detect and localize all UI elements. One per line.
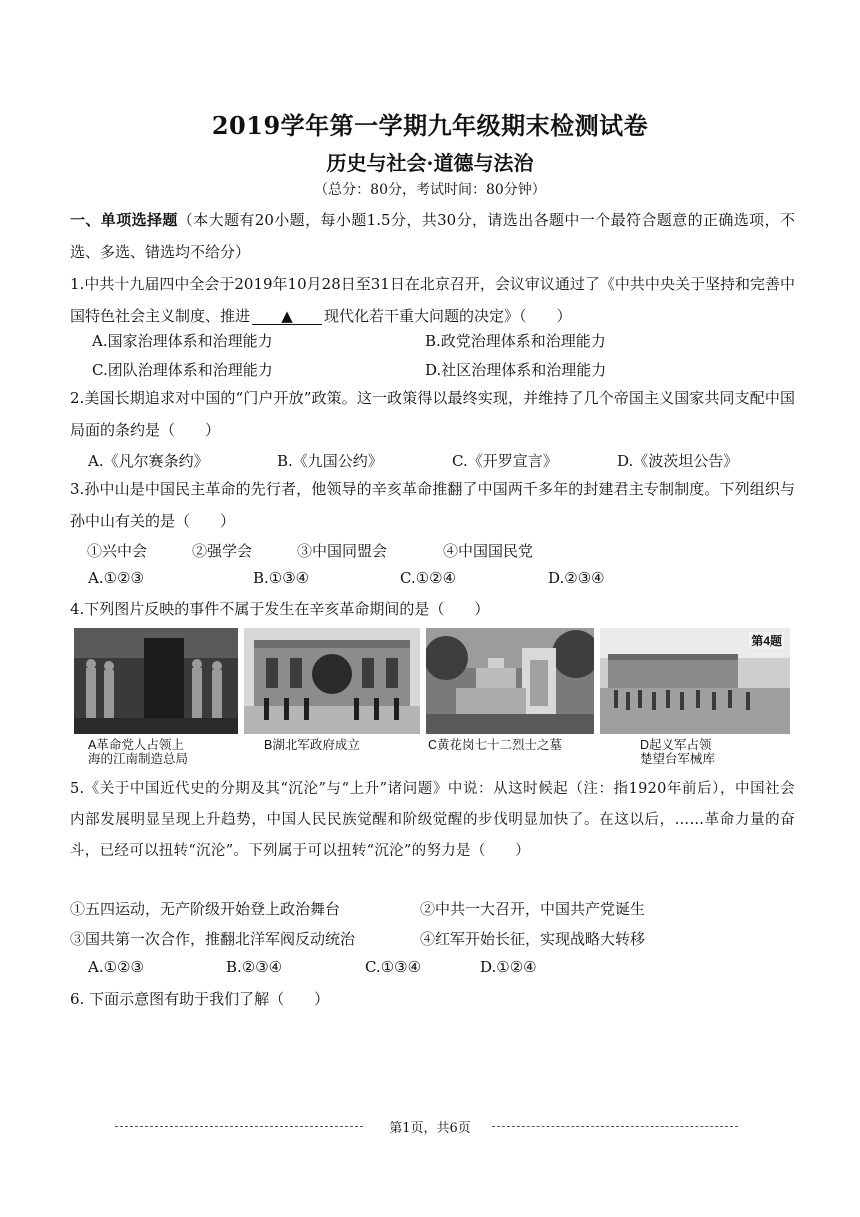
q2-option-a: A.《凡尔赛条约》 <box>88 452 209 470</box>
caption-c <box>428 738 562 752</box>
q3-option-b: B.①③④ <box>253 569 310 587</box>
photo-a-image <box>74 628 238 734</box>
question-6-stem: 6. 下面示意图有助于我们了解（ ） <box>70 990 330 1008</box>
q1-option-c: C.团队治理体系和治理能力 <box>92 361 273 379</box>
section-instructions-block <box>70 204 795 268</box>
q3-item-3: ③中国同盟会 <box>297 542 388 560</box>
q1-blank: ▲ <box>252 308 322 325</box>
caption-a <box>88 738 188 766</box>
caption-d-line2: 楚望台军械库 <box>640 752 716 766</box>
caption-b-line1: B湖北军政府成立 <box>264 738 360 752</box>
q3-option-a: A.①②③ <box>88 569 144 587</box>
q1-stem-a: 1.中共十九届四中全会于2019年10月28日至31日在北京召开，会议审议通过了《中共中央关于坚持和完善中国特色社会主义制度、推进 <box>70 275 795 325</box>
question-3-stem: 3.孙中山是中国民主革命的先行者，他领导的辛亥革命推翻了中国两千多年的封建君主专制制度。下列组织与孙中山有关的是（ ） <box>70 480 795 530</box>
q1-stem-b: 现代化若干重大问题的决定》（ ） <box>324 307 572 325</box>
question-5-stem: 5.《关于中国近代史的分期及其“沉沦”与“上升”诸问题》中说：从这时候起（注：指1920年前后），中国社会内部发展明显呈现上升趋势，中国人民民族觉醒和阶级觉醒的步伐明显加快了。在这以后，……革命力量的奋斗，已经可以扭转“沉沦”。下列属于可以扭转“沉沦”的努力是（ ） <box>70 781 795 859</box>
q5-option-d: D.①②④ <box>480 958 537 976</box>
q3-item-2: ②强学会 <box>192 542 253 560</box>
footer-dash-right <box>492 1126 738 1127</box>
question-2-stem: 2.美国长期追求对中国的“门户开放”政策。这一政策得以最终实现，并维持了几个帝国主义国家共同支配中国局面的条约是（ ） <box>70 389 795 439</box>
q2-option-c: C.《开罗宣言》 <box>452 452 558 470</box>
section-heading: 一、单项选择题 <box>70 211 178 229</box>
exam-meta: （总分：80分，考试时间：80分钟） <box>314 182 546 198</box>
exam-subtitle: 历史与社会·道德与法治 <box>326 151 534 175</box>
q3-item-1: ①兴中会 <box>87 542 148 560</box>
q1-option-b: B.政党治理体系和治理能力 <box>425 332 606 350</box>
photo-b-image <box>244 628 420 734</box>
photo-d-chuwangtai-armory <box>600 628 790 734</box>
caption-b <box>264 738 360 752</box>
caption-c-line1: C黄花岗七十二烈士之墓 <box>428 738 563 752</box>
q5-option-b: B.②③④ <box>226 958 283 976</box>
q5-item-4: ④红军开始长征，实现战略大转移 <box>420 930 646 948</box>
section-instructions: （本大题有20小题，每小题1.5分，共30分，请选出各题中一个最符合题意的正确选项，不选、多选、错选均不给分） <box>70 211 795 261</box>
q5-option-a: A.①②③ <box>88 958 144 976</box>
exam-title: 2019学年第一学期九年级期末检测试卷 <box>211 111 649 140</box>
photo-a-revolutionaries <box>74 628 238 734</box>
q1-option-a: A.国家治理体系和治理能力 <box>92 332 273 350</box>
q5-item-2: ②中共一大召开，中国共产党诞生 <box>420 900 646 918</box>
page-number: 第1页，共6页 <box>389 1121 471 1136</box>
q5-item-1: ①五四运动，无产阶级开始登上政治舞台 <box>70 900 341 918</box>
caption-d <box>640 738 715 766</box>
q2-option-d: D.《波茨坦公告》 <box>617 452 739 470</box>
question-4-stem: 4.下列图片反映的事件不属于发生在辛亥革命期间的是（ ） <box>70 600 490 618</box>
q1-option-d: D.社区治理体系和治理能力 <box>425 361 607 379</box>
q5-item-3: ③国共第一次合作，推翻北洋军阀反动统治 <box>70 930 356 948</box>
question-tag: 第4题 <box>751 634 782 648</box>
q5-option-c: C.①③④ <box>365 958 422 976</box>
q3-option-c: C.①②④ <box>400 569 457 587</box>
photo-c-huanghuagang-tomb <box>426 628 594 734</box>
q3-option-d: D.②③④ <box>548 569 605 587</box>
q2-option-b: B.《九国公约》 <box>277 452 383 470</box>
caption-a-line1: A革命党人占领上 <box>88 738 184 752</box>
q3-item-4: ④中国国民党 <box>443 542 534 560</box>
photo-c-image <box>426 628 594 734</box>
q4-photo-strip <box>74 628 790 768</box>
caption-d-line1: D起义军占领 <box>640 738 712 752</box>
caption-a-line2: 海的江南制造总局 <box>88 752 189 766</box>
photo-b-hubei-government <box>244 628 420 734</box>
question-1-stem <box>70 268 795 332</box>
